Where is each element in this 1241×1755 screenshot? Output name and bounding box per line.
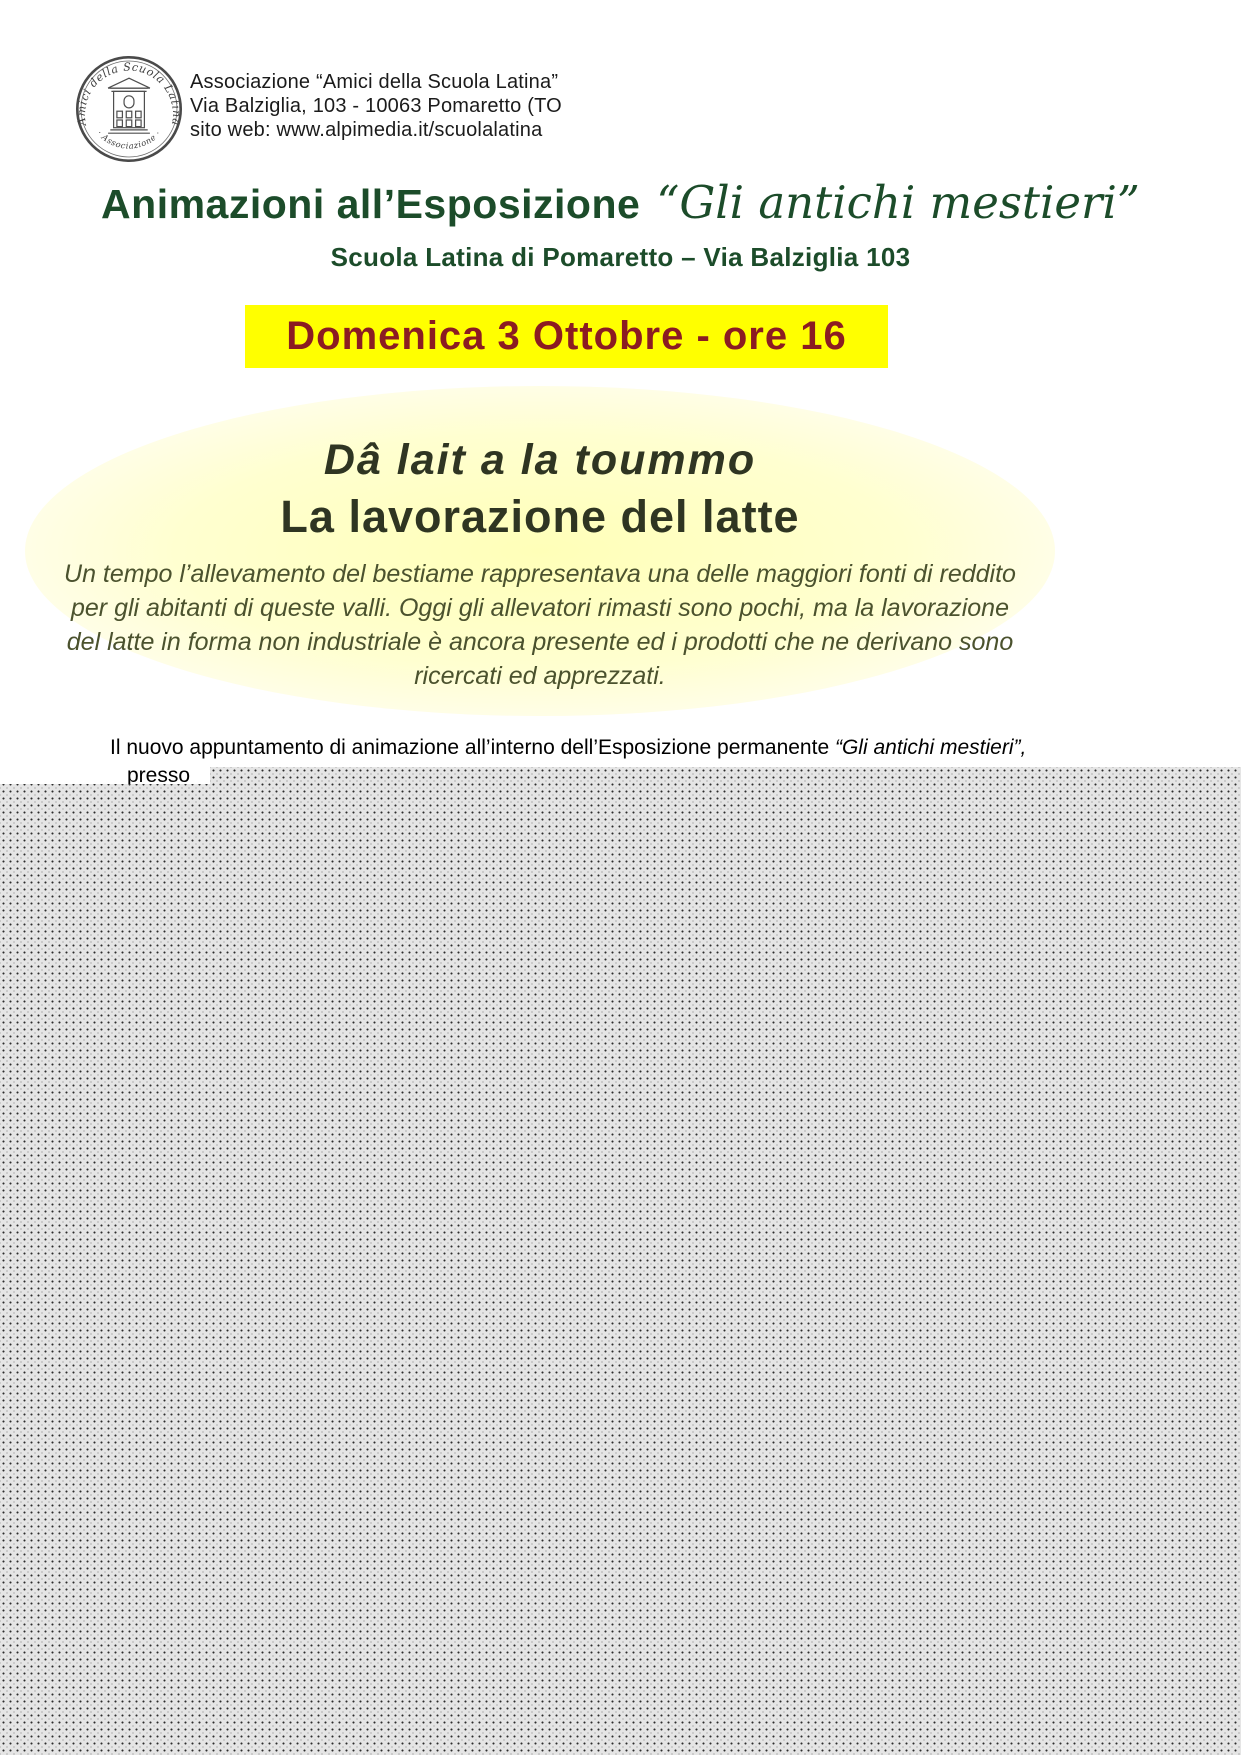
address-line: Via Balziglia, 103 - 10063 Pomaretto (TO <box>190 95 562 117</box>
page-title-quoted: “Gli antichi mestieri” <box>656 176 1140 229</box>
feature-paragraph-line: del latte in forma non industriale è ancora presente ed i prodotti che ne derivano sono <box>66 628 1014 656</box>
body-paragraph-line2-visible: presso <box>127 764 191 787</box>
org-name-line: Associazione “Amici della Scuola Latina” <box>190 71 559 93</box>
body-paragraph-line1 <box>110 736 1026 760</box>
feature-paragraph-line: ricercati ed apprezzati. <box>414 662 666 690</box>
seal-bottom-text: · Associazione · <box>95 128 163 151</box>
scuola-latina-building-icon <box>108 78 150 133</box>
scuola-latina-seal-logo <box>74 54 184 164</box>
seal-top-text: Amici della Scuola Latina <box>74 60 184 127</box>
halftone-overlay <box>0 767 1241 1755</box>
feature-paragraph-line: per gli abitanti di queste valli. Oggi gli allevatori rimasti sono pochi, ma la lavorazione <box>71 594 1009 622</box>
feature-title-italian: La lavorazione del latte <box>280 491 800 542</box>
header-text-block <box>190 70 562 142</box>
page-title-main: Animazioni all’Esposizione <box>101 181 641 227</box>
feature-paragraph-line: Un tempo l’allevamento del bestiame rappresentava una delle maggiori fonti di reddito <box>64 560 1016 588</box>
page-title <box>0 176 1241 229</box>
body-line1-quoted: “Gli antichi mestieri”, <box>834 736 1027 759</box>
page-subtitle: Scuola Latina di Pomaretto – Via Balziglia 103 <box>330 242 911 272</box>
date-banner <box>245 305 888 368</box>
feature-paragraph <box>25 557 1055 693</box>
body-line1-normal: Il nuovo appuntamento di animazione all’interno dell’Esposizione permanente <box>110 736 835 759</box>
date-banner-text: Domenica 3 Ottobre - ore 16 <box>286 314 847 358</box>
feature-ellipse <box>25 386 1055 716</box>
website-line: sito web: www.alpimedia.it/scuolalatina <box>190 119 543 141</box>
feature-title-occitan: Dâ lait a la toummo <box>323 436 757 484</box>
